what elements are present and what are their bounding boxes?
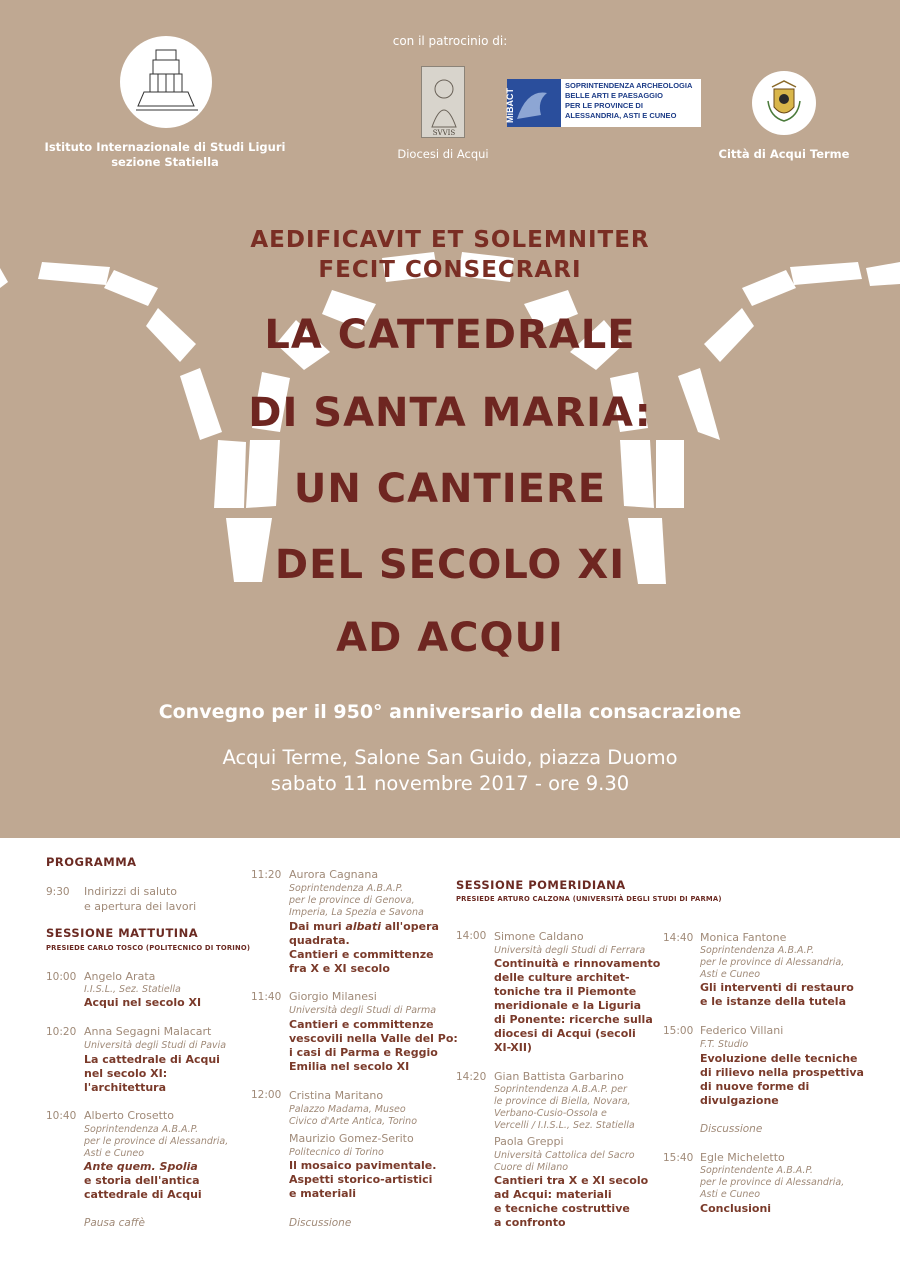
talk-title-caldano-5: di Ponente: ricerche sulla [494,1013,653,1026]
talk-title-cagnana-4: fra X e XI secolo [289,962,390,975]
title-line-2: DI SANTA MARIA: [248,390,652,436]
aff-fantone-1: Soprintendenza A.B.A.P. [700,945,815,956]
aff-micheletto-2: per le province di Alessandria, [700,1177,845,1188]
talk-title-milanesi-3: i casi di Parma e Reggio [289,1046,438,1059]
opening-line-1: Indirizzi di saluto [84,885,178,898]
talk-title-crosetto-1: Ante quem. Spolia [84,1160,198,1173]
title-line-4: DEL SECOLO XI [274,542,626,588]
talk-title-garbarino-3: e tecniche costruttive [494,1202,630,1215]
aff-greppi-1: Università Cattolica del Sacro [494,1150,635,1161]
coat-of-arms-icon [752,71,816,135]
speaker-villani: Federico Villani [700,1024,784,1037]
time-1040: 10:40 [46,1110,77,1122]
aff-garbarino-2: le province di Biella, Novara, [494,1096,631,1107]
mibact-tag: MiBACT [505,88,515,123]
speaker-fantone: Monica Fantone [700,931,787,944]
motto-line-2: FECIT CONSECRARI [318,257,582,283]
talk-title-maritano-1: Il mosaico pavimentale. [289,1159,437,1172]
time-1440: 14:40 [663,932,694,944]
talk-title-caldano-1: Continuità e rinnovamento [494,957,661,970]
citta-logo [752,71,816,135]
soprintendenza-logo [507,79,701,127]
talk-title-cagnana-3: Cantieri e committenze [289,948,434,961]
talk-title-arata: Acqui nel secolo XI [84,996,202,1009]
talk-title-segagni-3: l'architettura [84,1081,167,1094]
talk-title-milanesi-1: Cantieri e committenze [289,1018,434,1031]
talk-title-fantone-2: e le istanze della tutela [700,995,847,1008]
speaker-gomez-serito: Maurizio Gomez-Serito [289,1132,414,1145]
title-line-5: AD ACQUI [336,615,564,661]
talk-title-maritano-2: Aspetti storico-artistici [289,1173,433,1186]
talk-title-segagni-1: La cattedrale di Acqui [84,1053,220,1066]
speaker-crosetto: Alberto Crosetto [84,1109,174,1122]
talk-title-caldano-7: XI-XII) [494,1041,532,1054]
talk-title-caldano-6: diocesi di Acqui (secoli [494,1027,636,1040]
speaker-micheletto: Egle Micheletto [700,1151,785,1164]
speaker-segagni: Anna Segagni Malacart [84,1025,212,1038]
talk-title-garbarino-4: a confronto [494,1216,566,1229]
aff-micheletto-1: Soprintendente A.B.A.P. [700,1165,813,1176]
aff-crosetto-3: Asti e Cuneo [84,1148,145,1159]
motto-line-1: AEDIFICAVIT ET SOLEMNITER [250,227,650,253]
talk-title-segagni-2: nel secolo XI: [84,1067,168,1080]
speaker-garbarino: Gian Battista Garbarino [494,1070,624,1083]
morning-session-heading: SESSIONE MATTUTINA [46,926,199,940]
afternoon-president: PRESIEDE ARTURO CALZONA (UNIVERSITÀ DEGLI STUDI DI PARMA) [456,895,722,903]
talk-title-cagnana-1: Dai muri albati all'opera [289,920,439,933]
time-1500: 15:00 [663,1025,694,1037]
title-line-1: LA CATTEDRALE [264,312,636,358]
aff-greppi-2: Cuore di Milano [494,1162,569,1173]
soprintendenza-text: SOPRINTENDENZA ARCHEOLOGIA BELLE ARTI E PAESAGGIO PER LE PROVINCE DI ALESSANDRIA, ASTI E CUNEO [565,81,693,120]
mibact-mark [507,79,561,127]
date: sabato 11 novembre 2017 - ore 9.30 [270,772,630,795]
talk-title-villani-2: di rilievo nella prospettiva [700,1066,864,1079]
talk-title-garbarino-2: ad Acqui: materiali [494,1188,612,1201]
aff-fantone-2: per le province di Alessandria, [700,957,845,968]
talk-title-maritano-3: e materiali [289,1187,357,1200]
aff-cagnana-1: Soprintendenza A.B.A.P. [289,883,404,894]
talk-title-villani-4: divulgazione [700,1094,779,1107]
talk-title-caldano-2: delle culture architet- [494,971,630,984]
afternoon-session-heading: SESSIONE POMERIDIANA [456,878,626,892]
istituto-caption: Istituto Internazionale di Studi Liguri sezione Statiella [44,140,286,169]
time-1000: 10:00 [46,971,77,983]
time-1140: 11:40 [251,991,282,1003]
speaker-greppi: Paola Greppi [494,1135,564,1148]
talk-title-micheletto: Conclusioni [700,1202,772,1215]
talk-title-crosetto-2: e storia dell'antica [84,1174,200,1187]
citta-caption: Città di Acqui Terme [718,147,850,161]
talk-title-garbarino-1: Cantieri tra X e XI secolo [494,1174,649,1187]
time-1420: 14:20 [456,1071,487,1083]
aff-cagnana-3: Imperia, La Spezia e Savona [289,907,424,918]
venue: Acqui Terme, Salone San Guido, piazza Duomo [222,746,678,769]
diocesi-relief [421,66,465,138]
speaker-caldano: Simone Caldano [494,930,584,943]
aff-caldano: Università degli Studi di Ferrara [494,945,646,956]
speaker-cagnana: Aurora Cagnana [289,868,379,881]
saint-relief-icon [422,67,466,139]
aff-crosetto-1: Soprintendenza A.B.A.P. [84,1124,199,1135]
mibact-icon [507,79,561,127]
aff-garbarino-1: Soprintendenza A.B.A.P. per [494,1084,627,1095]
patrocinio-label: con il patrocinio di: [392,34,508,48]
program-section [0,838,900,1273]
talk-title-fantone-1: Gli interventi di restauro [700,981,854,994]
convegno-subtitle: Convegno per il 950° anniversario della consacrazione [158,701,742,723]
talk-title-villani-3: di nuove forme di [700,1080,810,1093]
talk-title-milanesi-4: Emilia nel secolo XI [289,1060,410,1073]
talk-title-caldano-3: toniche tra il Piemonte [494,985,637,998]
talk-title-villani-1: Evoluzione delle tecniche [700,1052,858,1065]
talk-title-milanesi-2: vescovili nella Valle del Po: [289,1032,458,1045]
aff-arata: I.I.S.L., Sez. Statiella [84,984,181,995]
monument-icon [120,36,212,128]
aff-gomez-serito: Politecnico di Torino [289,1147,384,1158]
discussione-morning: Discussione [289,1217,352,1229]
speaker-milanesi: Giorgio Milanesi [289,990,377,1003]
speaker-maritano: Cristina Maritano [289,1089,384,1102]
aff-micheletto-3: Asti e Cuneo [700,1189,761,1200]
diocesi-caption: Diocesi di Acqui [397,147,489,161]
aff-maritano-1: Palazzo Madama, Museo [289,1104,406,1115]
aff-villani: F.T. Studio [700,1039,749,1050]
opening-line-2: e apertura dei lavori [84,900,197,913]
aff-fantone-3: Asti e Cuneo [700,969,761,980]
aff-cagnana-2: per le province di Genova, [289,895,415,906]
time-1540: 15:40 [663,1152,694,1164]
pausa-caffe: Pausa caffè [84,1217,145,1229]
time-1120: 11:20 [251,869,282,881]
aff-milanesi: Università degli Studi di Parma [289,1005,437,1016]
discussione-afternoon: Discussione [700,1123,763,1135]
talk-title-cagnana-2: quadrata. [289,934,350,947]
aff-crosetto-2: per le province di Alessandria, [84,1136,229,1147]
aff-maritano-2: Civico d'Arte Antica, Torino [289,1116,418,1127]
aff-garbarino-3: Verbano-Cusio-Ossola e [494,1108,607,1119]
aff-garbarino-4: Vercelli / I.I.S.L., Sez. Statiella [494,1120,635,1131]
time-1020: 10:20 [46,1026,77,1038]
time-1200: 12:00 [251,1089,282,1101]
speaker-arata: Angelo Arata [84,970,156,983]
time-0930: 9:30 [46,886,70,898]
talk-title-caldano-4: meridionale e la Liguria [494,999,642,1012]
diocesi-label: SVVIS [432,129,456,137]
talk-title-crosetto-3: cattedrale di Acqui [84,1188,202,1201]
time-1400: 14:00 [456,930,487,942]
title-line-3: UN CANTIERE [293,466,607,512]
istituto-logo [120,36,212,128]
aff-segagni: Università degli Studi di Pavia [84,1040,227,1051]
morning-president: PRESIEDE CARLO TOSCO (POLITECNICO DI TORINO) [46,944,251,952]
program-heading: PROGRAMMA [46,855,137,869]
